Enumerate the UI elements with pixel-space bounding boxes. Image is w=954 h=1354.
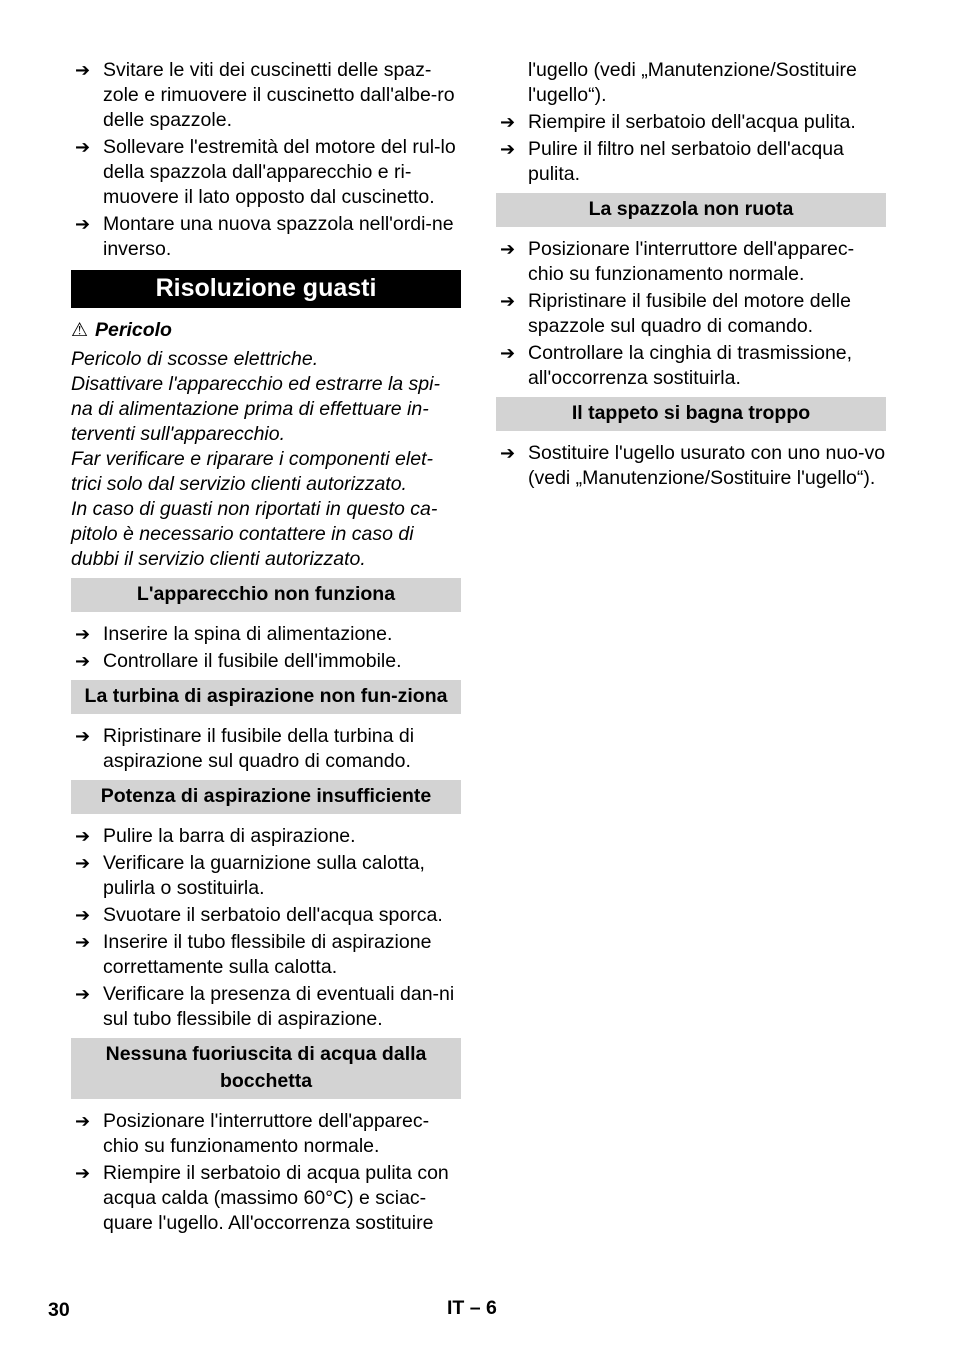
sub-heading: La spazzola non ruota	[496, 193, 886, 227]
warning-line: Disattivare l'apparecchio ed estrarre la spi-na di alimentazione prima di effettuare in-terventi sull'apparecchio.	[71, 373, 440, 445]
warning-triangle-icon: ⚠	[71, 320, 89, 341]
warning-heading: ⚠ Pericolo	[71, 319, 172, 341]
warning-line: Far verificare e riparare i componenti elet-trici solo dal servizio clienti autorizzato.	[71, 448, 433, 495]
arrow-right-icon: ➔	[500, 112, 516, 132]
arrow-right-icon: ➔	[75, 1163, 91, 1183]
warning-line: Pericolo di scosse elettriche.	[71, 348, 319, 370]
arrow-right-icon: ➔	[75, 1111, 91, 1131]
arrow-right-icon: ➔	[500, 239, 516, 259]
arrow-right-icon: ➔	[75, 726, 91, 746]
sub-heading: L'apparecchio non funziona	[71, 578, 461, 612]
list-item: ➔ Inserire la spina di alimentazione.	[75, 623, 393, 645]
arrow-right-icon: ➔	[500, 443, 516, 463]
arrow-right-icon: ➔	[75, 60, 91, 80]
right-column	[496, 58, 886, 493]
arrow-right-icon: ➔	[75, 853, 91, 873]
arrow-right-icon: ➔	[75, 624, 91, 644]
list-item: ➔ Svuotare il serbatoio dell'acqua sporca.	[75, 904, 443, 926]
section-title: Risoluzione guasti	[71, 270, 461, 308]
list-item: ➔ Verificare la presenza di eventuali dan-ni sul tubo flessibile di aspirazione.	[75, 983, 455, 1030]
list-item: ➔ Svitare le viti dei cuscinetti delle spaz-zole e rimuovere il cuscinetto dall'albe-ro delle spazzole.	[75, 59, 455, 131]
sub-heading: La turbina di aspirazione non fun-ziona	[71, 680, 461, 714]
list-item: ➔ Inserire il tubo flessibile di aspirazione correttamente sulla calotta.	[75, 931, 432, 978]
arrow-right-icon: ➔	[500, 343, 516, 363]
sub-heading: Potenza di aspirazione insufficiente	[71, 780, 461, 814]
left-column	[71, 58, 461, 1238]
list-item: ➔ Verificare la guarnizione sulla calotta, pulirla o sostituirla.	[75, 852, 425, 899]
list-item: ➔ Controllare il fusibile dell'immobile.	[75, 650, 402, 672]
list-item: ➔ Ripristinare il fusibile del motore delle spazzole sul quadro di comando.	[500, 290, 851, 337]
sub-heading: Nessuna fuoriuscita di acqua dalla bocchetta	[71, 1038, 461, 1099]
warning-line: In caso di guasti non riportati in questo ca-pitolo è necessario contattere in caso di dubbi il servizio clienti autorizzato.	[71, 498, 438, 570]
warning-body	[71, 347, 461, 572]
list-item: ➔ Riempire il serbatoio di acqua pulita con acqua calda (massimo 60°C) e sciac-quare l'ugello. All'occorrenza sostituire	[75, 1162, 449, 1234]
arrow-right-icon: ➔	[500, 139, 516, 159]
arrow-right-icon: ➔	[75, 137, 91, 157]
list-item: ➔ Pulire il filtro nel serbatoio dell'acqua pulita.	[500, 138, 844, 185]
arrow-right-icon: ➔	[500, 291, 516, 311]
list-item: ➔ Sollevare l'estremità del motore del rul-lo della spazzola dall'apparecchio e ri-muovere il lato opposto dal cuscinetto.	[75, 136, 456, 208]
page-number: 30	[48, 1299, 70, 1321]
arrow-right-icon: ➔	[75, 826, 91, 846]
arrow-right-icon: ➔	[75, 651, 91, 671]
list-item-continuation: l'ugello (vedi „Manutenzione/Sostituire l'ugello“).	[528, 59, 857, 106]
page-code: IT – 6	[447, 1297, 497, 1319]
list-item: ➔ Posizionare l'interruttore dell'apparec-chio su funzionamento normale.	[75, 1110, 430, 1157]
arrow-right-icon: ➔	[75, 214, 91, 234]
arrow-right-icon: ➔	[75, 932, 91, 952]
list-item: ➔ Ripristinare il fusibile della turbina di aspirazione sul quadro di comando.	[75, 725, 415, 772]
list-item: ➔ Controllare la cinghia di trasmissione, all'occorrenza sostituirla.	[500, 342, 853, 389]
list-item: ➔ Pulire la barra di aspirazione.	[75, 825, 356, 847]
sub-heading: Il tappeto si bagna troppo	[496, 397, 886, 431]
list-item: ➔ Sostituire l'ugello usurato con uno nuo-vo (vedi „Manutenzione/Sostituire l'ugello“).	[500, 442, 886, 489]
list-item: ➔ Posizionare l'interruttore dell'apparec-chio su funzionamento normale.	[500, 238, 855, 285]
arrow-right-icon: ➔	[75, 984, 91, 1004]
arrow-right-icon: ➔	[75, 905, 91, 925]
list-item: ➔ Montare una nuova spazzola nell'ordi-ne inverso.	[75, 213, 454, 260]
list-item: ➔ Riempire il serbatoio dell'acqua pulita.	[500, 111, 856, 133]
